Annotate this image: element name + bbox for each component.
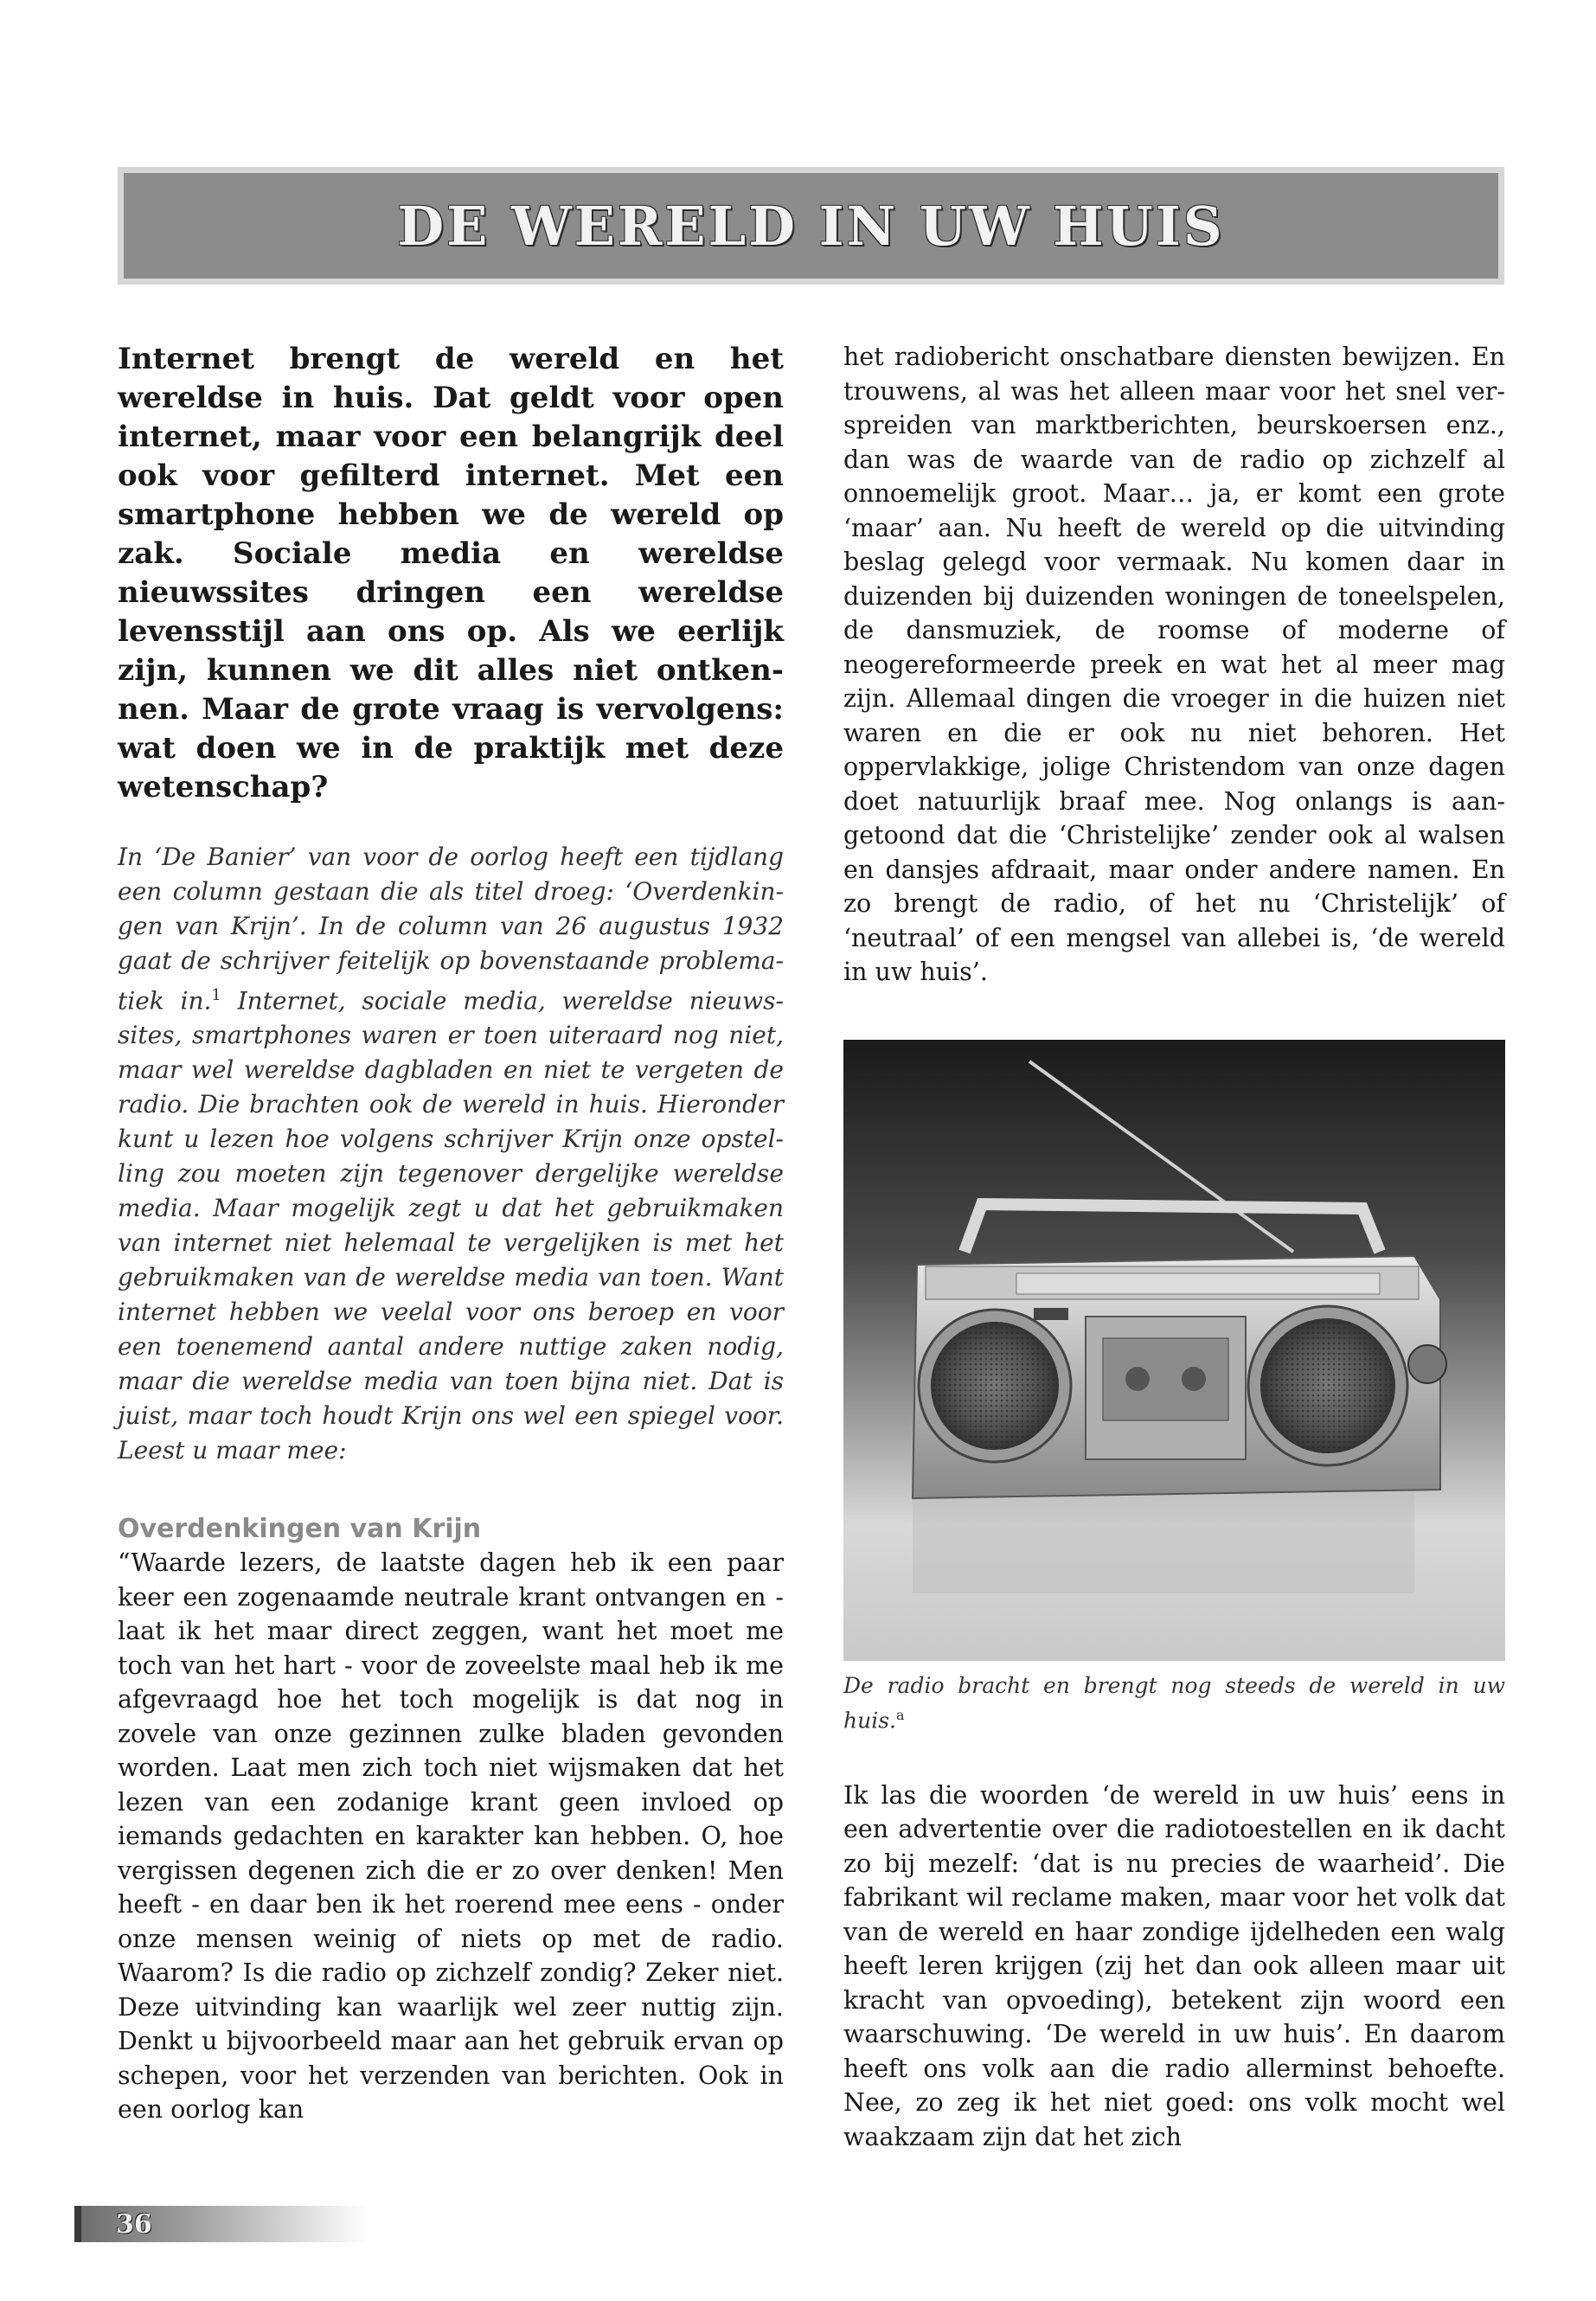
cassette-window [1103, 1338, 1228, 1420]
page-number-tick [74, 2206, 81, 2242]
body-paragraph-right: het radiobericht onschatbare diensten bewijzen. En trouwens, al was het alleen maar voor het snel verspreiden van marktberichten, beurskoersen enz., dan was de waarde van de radio op zichzelf al onnoemelijk groot. Maar… ja, er komt een grote ‘maar’ aan. Nu heeft de wereld op die uitvinding beslag gelegd voor vermaak. Nu komen daar in duizenden bij duizenden woningen de toneelspelen, de dansmuziek, de roomse of moderne of neogereformeerde preek en wat het al meer mag zijn. Allemaal dingen die vroeger in die huizen niet waren en die er ook nu niet behoren. Het oppervlakkige, jolige Christendom van onze dagen doet natuurlijk braaf mee. Nog onlangs is aangetoond dat die ‘Christelijke’ zender ook al walsen en dansjes afdraait, maar onder andere namen. En zo brengt de radio, of het nu ‘Christelijk’ of ‘neutraal’ of een mengsel van allebei is, ‘de wereld in uw huis’. [843, 343, 1505, 986]
caption-text: De radio bracht en brengt nog steeds de wereld in uw huis. [843, 1672, 1505, 1733]
caption-footnote-ref: a [895, 1706, 905, 1723]
reflection [913, 1490, 1414, 1593]
body-paragraph-left: “Waarde lezers, de laatste dagen heb ik een paar keer een zogenaamde neutrale krant ontvangen en - laat ik het maar direct zeggen, want het moet me toch van het hart - voor de zoveelste maal heb ik me afgevraagd hoe het toch mogelijk is dat nog in zovele van onze gezinnen zulke bladen gevonden worden. Laat men zich toch niet wijsmaken dat het lezen van een zodanige krant geen invloed op iemands gedachten en karakter kan hebben. O, hoe vergissen degenen zich die er zo over denken! Men heeft - en daar ben ik het roerend mee eens - onder onze mensen weinig of niets op met de radio. Waarom? Is die radio op zichzelf zondig? Zeker niet. Deze uitvinding kan waarlijk wel zeer nuttig zijn. Denkt u bijvoorbeeld maar aan het gebruik ervan op schepen, voor het verzenden van berichten. Ook in een oorlog kan [118, 1548, 784, 2125]
title-banner [118, 167, 1504, 285]
page-number: 36 [116, 2209, 152, 2240]
intro-text-a: In ‘De Banier’ van voor de oorlog heeft een tijdlang een column gestaan die als titel droeg: ‘Overdenkingen van Krijn’. In de column van 26 augustus 1932 gaat de schrijver feitelijk op bovenstaande problematiek in. [118, 843, 784, 1016]
left-column [118, 340, 784, 2127]
intro-text-b: Internet, sociale media, wereldse nieuwssites, smartphones waren er toen uiteraard nog niet, maar wel wereldse dagbladen en niet te vergeten de radio. Die brachten ook de wereld in huis. Hieronder kunt u lezen hoe volgens schrijver Krijn onze opstelling zou moeten zijn tegenover dergelijke wereldse media. Maar mogelijk zegt u dat het gebruikmaken van internet niet helemaal te vergelijken is met het gebruikmaken van de wereldse media van toen. Want internet hebben we veelal voor ons beroep en voor een toenemend aantal andere nuttige zaken nodig, maar die wereldse media van toen bijna niet. Dat is juist, maar toch houdt Krijn ons wel een spiegel voor. Leest u maar mee: [118, 986, 784, 1465]
section-heading: Overdenkingen van Krijn [118, 1514, 482, 1545]
antenna [1029, 1061, 1293, 1252]
page-number-bar [74, 2206, 369, 2242]
photo-caption [843, 1671, 1505, 1735]
right-speaker-grille [1260, 1318, 1395, 1453]
lead-paragraph: Internet brengt de wereld en het wereldse in huis. Dat geldt voor open internet, maar voor een belangrijk deel ook voor gefilterd internet. Met een smartphone hebben we de wereld op zak. Sociale media en wereldse nieuwssites dringen een wereldse levensstijl aan ons op. Als we eerlijk zijn, kunnen we dit alles niet ontkennen. Maar de grote vraag is vervolgens: wat doen we in de praktijk met deze wetenschap? [118, 342, 784, 804]
right-column [843, 340, 1505, 2154]
tuning-knob [1408, 1345, 1446, 1383]
boombox-illustration [843, 1040, 1505, 1661]
control-buttons [1034, 1308, 1068, 1320]
tape-reel-right [1182, 1367, 1206, 1391]
tape-reel-left [1125, 1367, 1150, 1391]
radio-photo [843, 1040, 1505, 1661]
handle [965, 1204, 1380, 1252]
footnote-ref: 1 [211, 986, 221, 1004]
intro-paragraph [118, 840, 784, 1468]
tuner-scale [1016, 1273, 1380, 1294]
left-speaker-grille [931, 1322, 1059, 1450]
body-paragraph-right-2: Ik las die woorden ‘de wereld in uw huis’ eens in een advertentie over die radiotoestellen en ik dacht zo bij mezelf: ‘dat is nu precies de waarheid’. Die fabrikant wil reclame maken, maar voor het volk dat van de wereld en haar zondige ijdelheden een walg heeft leren krijgen (zij het dan ook alleen maar uit kracht van opvoeding), betekent zijn woord een waarschuwing. ‘De wereld in uw huis’. En daarom heeft ons volk aan die radio allerminst behoefte. Nee, zo zeg ik het niet goed: ons volk mocht wel waakzaam zijn dat het zich [843, 1780, 1505, 2151]
page-title: DE WERELD IN UW HUIS [397, 194, 1225, 258]
